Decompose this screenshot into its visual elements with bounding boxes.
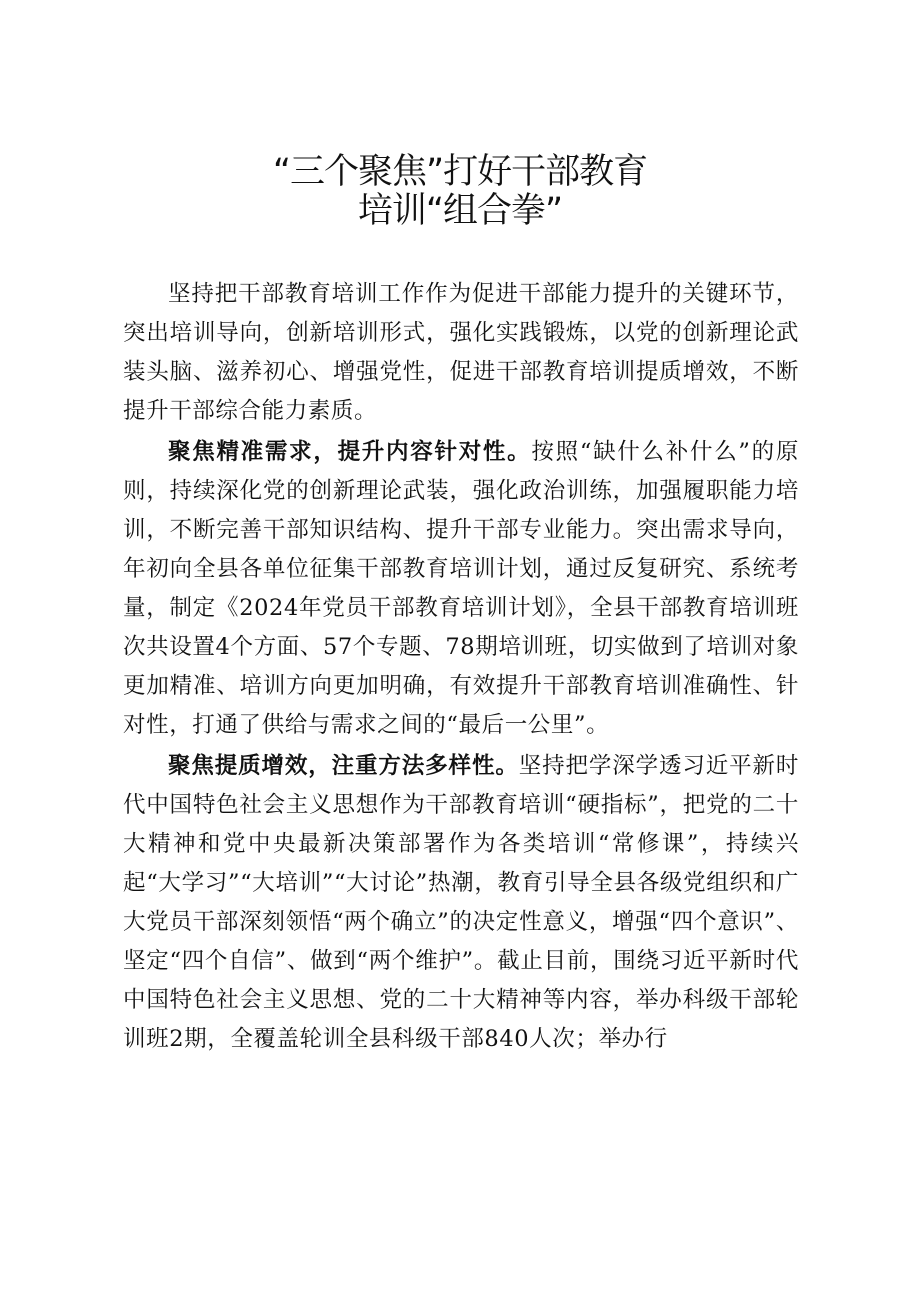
paragraph-quality-efficiency bbox=[123, 747, 799, 1059]
paragraph-text: 坚持把干部教育培训工作作为促进干部能力提升的关键环节，突出培训导向，创新培训形式，强化实践锻炼，以党的创新理论武装头脑、滋养初心、增强党性，促进干部教育培训提质增效，不断提升干部综合能力素质。 bbox=[123, 281, 799, 424]
document-body bbox=[123, 275, 799, 1059]
paragraph-intro bbox=[123, 275, 799, 431]
paragraph-precise-demand bbox=[123, 433, 799, 745]
paragraph-lead: 聚焦精准需求，提升内容针对性。 bbox=[168, 439, 532, 465]
paragraph-text: 按照“缺什么补什么”的原则，持续深化党的创新理论武装，强化政治训练，加强履职能力培训，不断完善干部知识结构、提升干部专业能力。突出需求导向，年初向全县各单位征集干部教育培训计划，通过反复研究、系统考量，制定《2024年党员干部教育培训计划》，全县干部教育培训班次共设置4个方面、57个专题、78期培训班，切实做到了培训对象更加精准、培训方向更加明确，有效提升干部教育培训准确性、针对性，打通了供给与需求之间的“最后一公里”。 bbox=[123, 439, 799, 738]
title-line-1: “三个聚焦”打好干部教育 bbox=[272, 152, 648, 192]
title-line-2: 培训“组合拳” bbox=[357, 191, 563, 231]
paragraph-lead: 聚焦提质增效，注重方法多样性。 bbox=[168, 753, 519, 779]
paragraph-text: 坚持把学深学透习近平新时代中国特色社会主义思想作为干部教育培训“硬指标”，把党的二十大精神和党中央最新决策部署作为各类培训“常修课”，持续兴起“大学习”“大培训”“大讨论”热潮，教育引导全县各级党组织和广大党员干部深刻领悟“两个确立”的决定性意义，增强“四个意识”、坚定“四个自信”、做到“两个维护”。截止目前，围绕习近平新时代中国特色社会主义思想、党的二十大精神等内容，举办科级干部轮训班2期，全覆盖轮训全县科级干部840人次；举办行 bbox=[123, 753, 799, 1052]
